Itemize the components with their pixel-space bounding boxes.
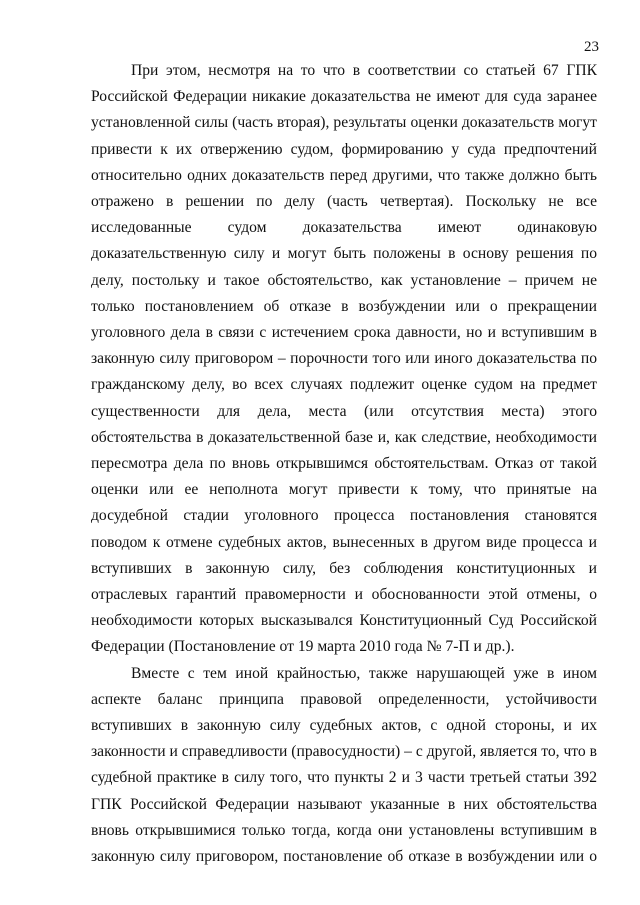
page-number: 23 [584, 39, 599, 55]
paragraph-1: При этом, несмотря на то что в соответствии со статьей 67 ГПК Российской Федерации никакие доказательства не имеют для суда заранее установленной силы (часть вторая), результаты оценки доказательств могут привести к их отвержению судом, формированию у суда предпочтений относительно одних доказательств перед другими, что также должно быть отражено в решении по делу (часть четвертая). Поскольку не все исследованные судом доказательства имеют одинаковую доказательственную силу и могут быть положены в основу решения по делу, постольку и такое обстоятельство, как установление – причем не только постановлением об отказе в возбуждении или о прекращении уголовного дела в связи с истечением срока давности, но и вступившим в законную силу приговором – порочности того или иного доказательства по гражданскому делу, во всех случаях подлежит оценке судом на предмет существенности для дела, места (или отсутствия места) этого обстоятельства в доказательственной базе и, как следствие, необходимости пересмотра дела по вновь открывшимся обстоятельствам. Отказ от такой оценки или ее неполнота могут привести к тому, что принятые на досудебной стадии уголовного процесса постановления становятся поводом к отмене судебных актов, вынесенных в другом виде процесса и вступивших в законную силу, без соблюдения конституционных и отраслевых гарантий правомерности и обоснованности этой отмены, о необходимости которых высказывался Конституционный Суд Российской Федерации (Постановление от 19 марта 2010 года № 7-П и др.). [91, 62, 597, 656]
document-body [91, 58, 597, 870]
paragraph-2: Вместе с тем иной крайностью, также нарушающей уже в ином аспекте баланс принципа правовой определенности, устойчивости вступивших в законную силу судебных актов, с одной стороны, и их законности и справедливости (правосудности) – с другой, является то, что в судебной практике в силу того, что пункты 2 и 3 части третьей статьи 392 ГПК Российской Федерации называют указанные в них обстоятельства вновь открывшимися только тогда, когда они установлены вступившим в законную силу приговором, постановление об отказе в возбуждении или о [91, 664, 597, 866]
